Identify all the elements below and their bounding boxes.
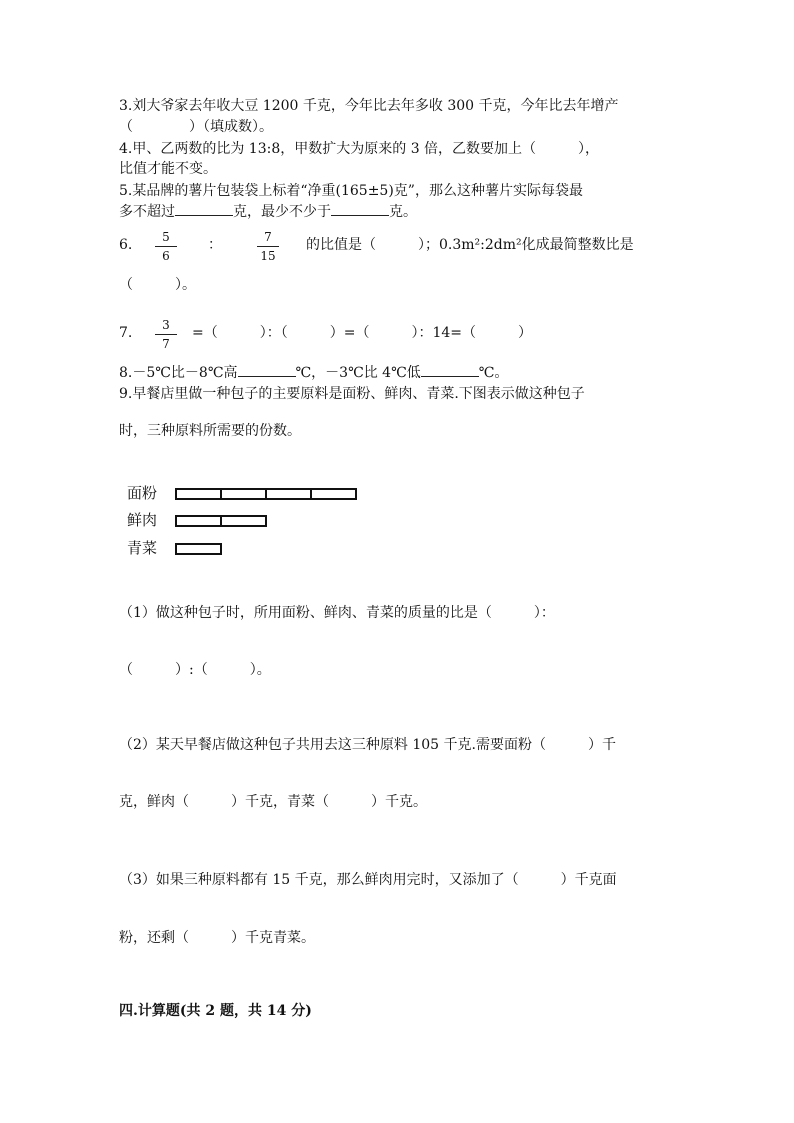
q6-line2: （ ）。: [119, 277, 196, 293]
q8-part-b: ℃，－3℃比 4℃低: [295, 365, 421, 381]
q7-number: 7.: [119, 325, 133, 341]
chart-segment: [265, 488, 312, 500]
answer-blank[interactable]: [175, 201, 233, 216]
answer-blank[interactable]: [421, 362, 479, 377]
chart-label-meat: 鲜肉: [127, 511, 158, 529]
fraction-denominator: 15: [260, 249, 276, 263]
answer-blank[interactable]: [238, 362, 296, 377]
q7-text: =（ ）：（ ）=（ ）：14=（ ）: [192, 325, 533, 341]
q5-line2: [119, 201, 417, 222]
q5-line1: 5.某品牌的薯片包装袋上标着“净重(165±5)克”，那么这种薯片实际每袋最: [119, 183, 583, 199]
chart-segment: [175, 543, 222, 555]
q9-sub2-line1: （2）某天早餐店做这种包子共用去这三种原料 105 千克.需要面粉（ ）千: [119, 737, 616, 753]
q4-line1: 4.甲、乙两数的比为 13:8，甲数扩大为原来的 3 倍，乙数要加上（ ），: [119, 141, 600, 157]
fraction-bar: [155, 334, 177, 335]
q9-sub2-line2: 克，鲜肉（ ）千克，青菜（ ）千克。: [119, 794, 427, 810]
fraction-bar: [155, 246, 177, 247]
chart-segment: [175, 515, 222, 527]
q9-line1: 9.早餐店里做一种包子的主要原料是面粉、鲜肉、青菜.下图表示做这种包子: [119, 386, 585, 402]
q9-sub1-line2: （ ）:（ ）。: [119, 662, 271, 678]
q8-part-a: 8.－5℃比－8℃高: [119, 365, 238, 381]
fraction-denominator: 6: [162, 249, 170, 263]
q9-sub1-line1: （1）做这种包子时，所用面粉、鲜肉、青菜的质量的比是（ ）：: [119, 605, 555, 621]
q6-fraction-1: [155, 230, 177, 263]
chart-label-vegetable: 青菜: [127, 539, 158, 557]
chart-segment: [175, 488, 222, 500]
q8-line: [119, 362, 508, 383]
section-title: 四.计算题(共 2 题，共 14 分): [119, 1003, 312, 1019]
fraction-numerator: 5: [162, 230, 170, 244]
chart-segment: [220, 488, 267, 500]
q5-line2-c: 克。: [389, 204, 417, 220]
q6-colon: ：: [208, 237, 222, 253]
q5-line2-a: 多不超过: [119, 204, 175, 220]
fraction-numerator: 3: [162, 318, 170, 332]
q4-line2: 比值才能不变。: [119, 161, 217, 177]
fraction-bar: [257, 246, 279, 247]
q9-line2: 时，三种原料所需要的份数。: [119, 423, 301, 439]
q9-sub3-line1: （3）如果三种原料都有 15 千克，那么鲜肉用完时，又添加了（ ）千克面: [119, 872, 617, 888]
q5-line2-b: 克，最少不少于: [233, 204, 331, 220]
chart-label-flour: 面粉: [127, 484, 158, 502]
answer-blank[interactable]: [331, 201, 389, 216]
chart-segment: [220, 515, 267, 527]
chart-segment: [310, 488, 357, 500]
q7-fraction: [155, 318, 177, 351]
q8-part-c: ℃。: [478, 365, 509, 381]
fraction-denominator: 7: [162, 337, 170, 351]
q6-number: 6.: [119, 237, 133, 253]
q3-line2: （ ）（填成数）。: [119, 119, 273, 135]
q6-fraction-2: [257, 230, 279, 263]
q3-line1: 3.刘大爷家去年收大豆 1200 千克，今年比去年多收 300 千克，今年比去年增产: [119, 98, 619, 114]
q6-text: 的比值是（ ）；0.3m²:2dm²化成最简整数比是: [306, 237, 634, 253]
fraction-numerator: 7: [264, 230, 272, 244]
q9-sub3-line2: 粉，还剩（ ）千克青菜。: [119, 930, 315, 946]
